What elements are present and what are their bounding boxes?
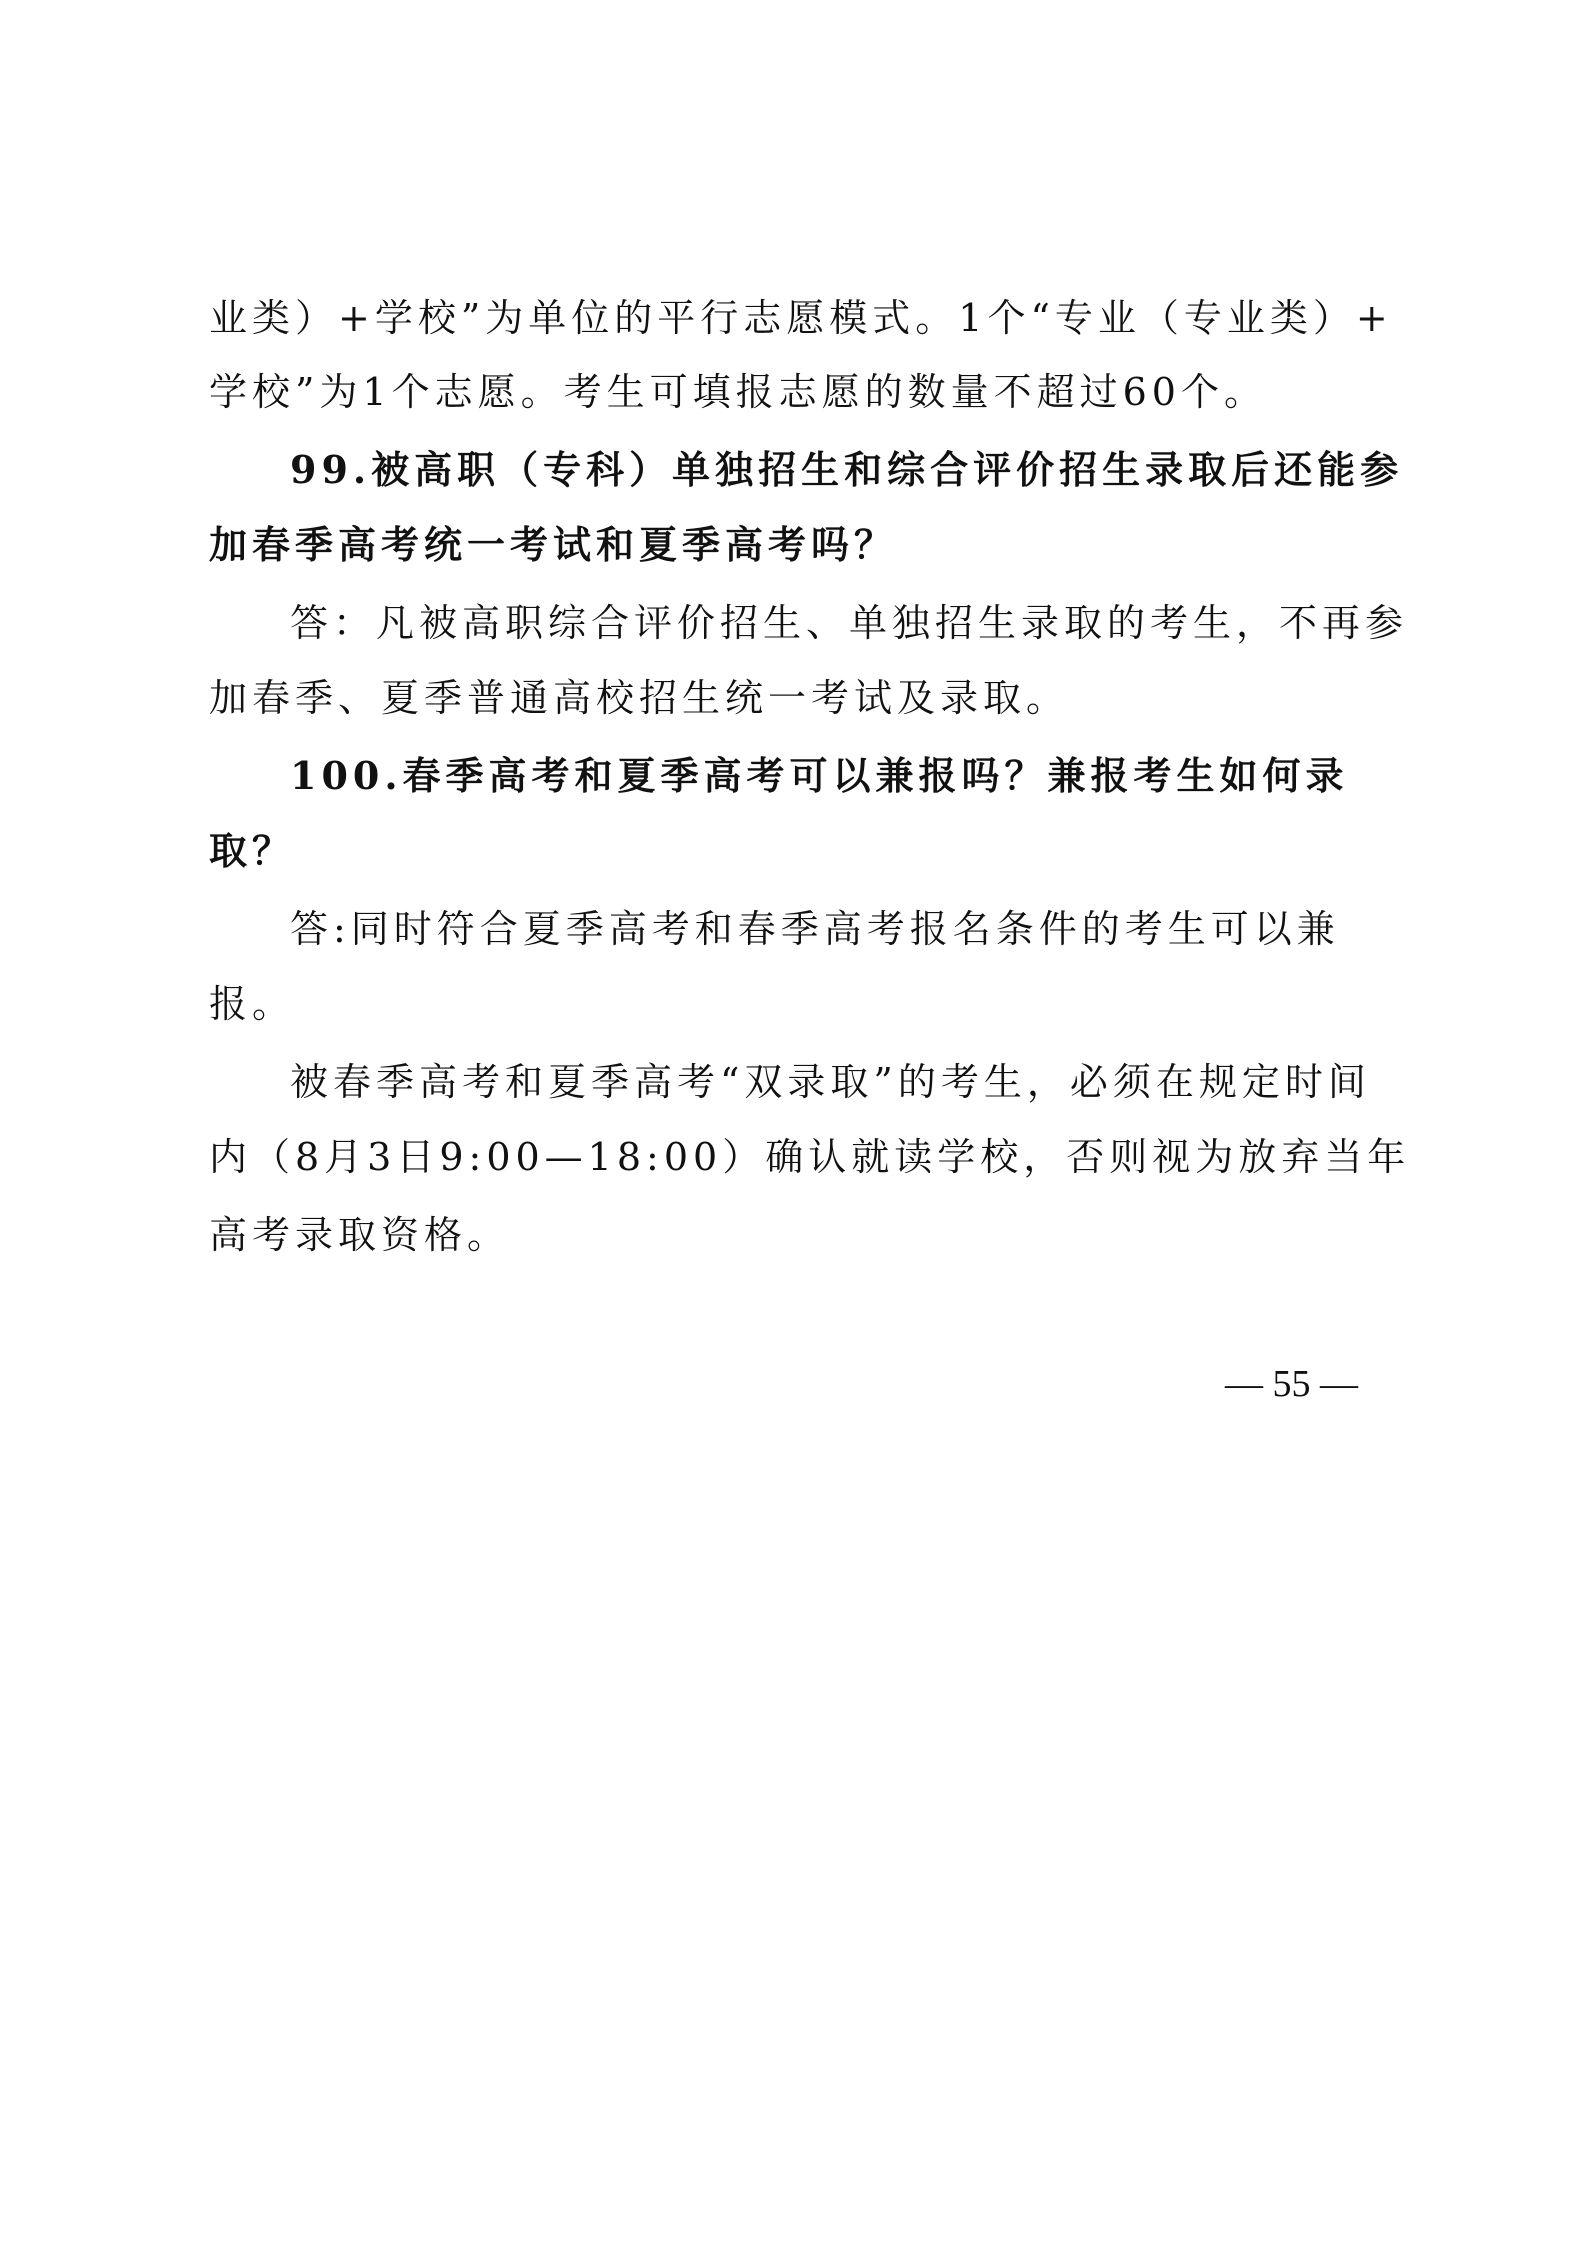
- answer-100-line-1: 答:同时符合夏季高考和春季高考报名条件的考生可以兼: [290, 907, 1340, 951]
- paragraph-line-3: 高考录取资格。: [209, 1213, 511, 1257]
- page-number: — 55 —: [1225, 1363, 1358, 1405]
- body-text-line-1: 业类）+学校”为单位的平行志愿模式。1个“专业（专业类）+: [209, 296, 1393, 340]
- answer-99-line-2: 加春季、夏季普通高校招生统一考试及录取。: [209, 676, 1070, 720]
- answer-99-line-1: 答：凡被高职综合评价招生、单独招生录取的考生，不再参: [290, 601, 1409, 645]
- question-99-line-1: 99.被高职（专科）单独招生和综合评价招生录取后还能参: [290, 447, 1404, 492]
- answer-100-line-2: 报。: [209, 982, 296, 1026]
- paragraph-line-1: 被春季高考和夏季高考“双录取”的考生，必须在规定时间: [290, 1060, 1371, 1104]
- paragraph-line-2: 内（8月3日9:00—18:00）确认就读学校，否则视为放弃当年: [209, 1135, 1411, 1179]
- question-100-line-1: 100.春季高考和夏季高考可以兼报吗？兼报考生如何录: [290, 753, 1349, 798]
- question-100-line-2: 取？: [209, 828, 296, 873]
- question-99-line-2: 加春季高考统一考试和夏季高考吗？: [209, 522, 898, 567]
- body-text-line-2: 学校”为1个志愿。考生可填报志愿的数量不超过60个。: [209, 370, 1267, 414]
